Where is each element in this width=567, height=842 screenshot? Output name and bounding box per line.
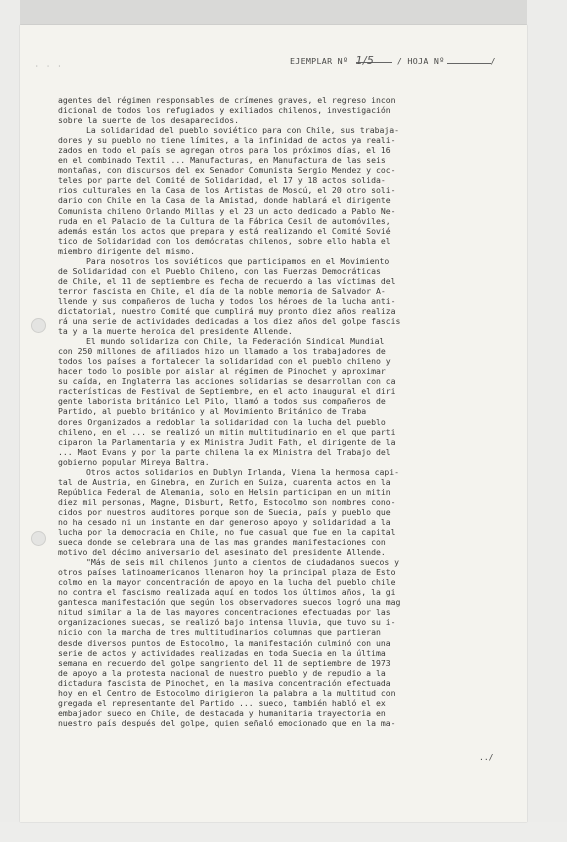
- text-line: embajador sueco en Chile, de destacada y humanitaria trayectoria en: [58, 707, 386, 718]
- text-line: motivo del décimo aniversario del asesinato del presidente Allende.: [58, 547, 386, 558]
- text-line: rios culturales en la Casa de los Artistas de Moscú, el 20 otro soli-: [58, 185, 396, 196]
- text-line: desde diversos puntos de Estocolmo, la manifestación culminó con una: [58, 637, 391, 648]
- text-line: colmo en la mayor concentración de apoyo en la lucha del pueblo chile: [58, 577, 396, 588]
- text-line: en el combinado Textil ... Manufacturas, en Manufactura de las seis: [58, 155, 386, 166]
- text-line: teles por parte del Comité de Solidaridad, el 17 y 18 actos solida-: [58, 175, 386, 186]
- text-line: dictatorial, nuestro Comité que cumplirá muy pronto diez años realiza: [58, 305, 396, 316]
- text-line: hoy en el Centro de Estocolmo dirigieron la palabra a la multitud con: [58, 687, 396, 698]
- text-line: Partido, al pueblo británico y al Movimiento Británico de Traba: [58, 406, 367, 417]
- text-line: de Chile, el 11 de septiembre es fecha de recuerdo a las víctimas del: [58, 275, 396, 286]
- text-line: nicio con la marcha de tres multitudinarios columnas que partieran: [58, 627, 381, 638]
- text-line: "Más de seis mil chilenos junto a cientos de ciudadanos suecos y: [86, 557, 400, 568]
- text-line: dores y su pueblo no tiene límites, a la infinidad de actos ya reali-: [58, 135, 396, 146]
- text-line: nitud similar a la de las mayores concentraciones efectuadas por las: [58, 607, 391, 618]
- text-line: El mundo solidariza con Chile, la Federación Sindical Mundial: [86, 336, 385, 347]
- scan-bottom-margin: [0, 822, 567, 842]
- scan-right-margin: [527, 0, 567, 842]
- text-line: ta y a la muerte heroica del presidente Allende.: [58, 326, 293, 337]
- text-line: otros países latinoamericanos llenaron hoy la principal plaza de Esto: [58, 567, 396, 578]
- continuation-mark: ../: [479, 753, 494, 762]
- text-line: gregada el representante del Partido ... sueco, también habló el ex: [58, 697, 386, 708]
- text-line: de apoyo a la protesta nacional de nuestro pueblo y de repudio a la: [58, 667, 386, 678]
- text-line: no ha cesado ni un instante en dar generoso apoyo y solidaridad a la: [58, 516, 391, 527]
- text-line: cidos por nuestros auditores porque son de Suecia, país y pueblo que: [58, 506, 391, 517]
- text-line: de Solidaridad con el Pueblo Chileno, con las Fuerzas Democráticas: [58, 265, 381, 276]
- text-line: chileno, en el ... se realizó un mitin multitudinario en el que parti: [58, 426, 396, 437]
- ejemplar-label: EJEMPLAR Nº: [290, 56, 349, 66]
- text-line: lucha por la democracia en Chile, no fue casual que fue en la capital: [58, 527, 396, 538]
- text-line: terror fascista en Chile, el día de la noble memoria de Salvador A-: [58, 285, 386, 296]
- text-line: sueca donde se celebrara una de las mas grandes manifestaciones con: [58, 537, 386, 548]
- text-line: diez mil personas, Magne, Disburt, Retfo, Estocolmo son nombres cono-: [58, 496, 396, 507]
- text-line: República Federal de Alemania, solo en Helsin participan en un mitin: [58, 486, 391, 497]
- scan-left-margin: [0, 0, 20, 842]
- text-line: hacer todo lo posible por aislar al régimen de Pinochet y aproximar: [58, 366, 386, 377]
- text-line: gantesca manifestación que según los observadores suecos logró una mag: [58, 597, 401, 608]
- text-line: no contra el fascismo realizada aquí en todos los últimos años, la gi: [58, 587, 396, 598]
- text-line: sobre la suerte de los desaparecidos.: [58, 115, 239, 126]
- text-line: serie de actos y actividades realizadas en toda Suecia en la última: [58, 647, 386, 658]
- ejemplar-number: 1/5: [355, 54, 375, 67]
- hoja-end: /: [490, 56, 496, 66]
- text-line: La solidaridad del pueblo soviético para con Chile, sus trabaja-: [86, 125, 400, 136]
- text-line: gobierno popular Mireya Baltra.: [58, 456, 210, 467]
- text-line: miembro dirigente del mismo.: [58, 245, 195, 256]
- text-line: ... Maot Evans y por la parte chilena la ex Ministra del Trabajo del: [58, 446, 391, 457]
- text-line: organizaciones suecas, se realizó bajo intensa lluvia, que tuvo su i-: [58, 617, 396, 628]
- stray-marks: · · ·: [35, 63, 64, 70]
- ejemplar-number-line: [355, 54, 392, 67]
- text-line: semana en recuerdo del golpe sangriento del 11 de septiembre de 1973: [58, 657, 391, 668]
- text-line: dicional de todos los refugiados y exiliados chilenos, investigación: [58, 105, 391, 116]
- hoja-number-line: [447, 55, 491, 64]
- punch-hole-bottom: [31, 531, 46, 546]
- text-line: agentes del régimen responsables de crímenes graves, el regreso incon: [58, 95, 396, 105]
- text-line: montañas, con discursos del ex Senador Comunista Sergio Mendez y coc-: [58, 165, 396, 176]
- punch-hole-top: [31, 318, 46, 333]
- text-line: Otros actos solidarios en Dublyn Irlanda, Viena la hermosa capi-: [86, 466, 400, 477]
- text-line: tal de Austria, en Ginebra, en Zurich en Suiza, cuarenta actos en la: [58, 476, 391, 487]
- text-line: Para nosotros los soviéticos que participamos en el Movimiento: [86, 255, 390, 266]
- text-line: llende y sus compañeros de lucha y todos los héroes de la lucha anti-: [58, 295, 396, 306]
- text-line: su caída, en Inglaterra las acciones solidarias se desarrollan con ca: [58, 376, 396, 387]
- text-line: ciparon la Parlamentaria y ex Ministra Judit Fath, el dirigente de la: [58, 436, 396, 447]
- text-line: con 250 millones de afiliados hizo un llamado a los trabajadores de: [58, 346, 386, 357]
- document-body: [58, 95, 498, 728]
- text-line: tico de Solidaridad con los demócratas chilenos, sobre ello habla el: [58, 235, 391, 246]
- text-line: dictadura fascista de Pinochet, en la masiva concentración efectuada: [58, 677, 391, 688]
- text-line: racterísticas de Festival de Septiembre, en el acto inaugural el diri: [58, 386, 396, 397]
- document-header: [290, 54, 496, 66]
- text-line: zados en todo el país se agregan otros para los próximos días, el 16: [58, 145, 391, 156]
- text-line: rá una serie de actividades dedicadas a los diez años del golpe fascis: [58, 316, 401, 327]
- text-line: ruda en el Palacio de la Cultura de la Fábrica Cesil de automóviles,: [58, 215, 391, 226]
- text-line: Comunista chileno Orlando Millas y el 23 un acto dedicado a Pablo Ne-: [58, 205, 396, 216]
- text-line: dores Organizados a redoblar la solidaridad con la lucha del pueblo: [58, 416, 386, 427]
- text-line: todos los países a fortalecer la solidaridad con el pueblo chileno y: [58, 356, 391, 367]
- text-line: gente laborista británico Lel Pilo, llamó a todos sus compañeros de: [58, 396, 386, 407]
- text-line: dario con Chile en la Casa de la Amistad, donde hablará el dirigente: [58, 195, 391, 206]
- text-line: nuestro país después del golpe, quien señaló emocionado que en la ma-: [58, 717, 396, 728]
- text-line: además están los actos que prepara y está realizando el Comité Sovié: [58, 225, 391, 236]
- hoja-label: / HOJA Nº: [396, 56, 445, 66]
